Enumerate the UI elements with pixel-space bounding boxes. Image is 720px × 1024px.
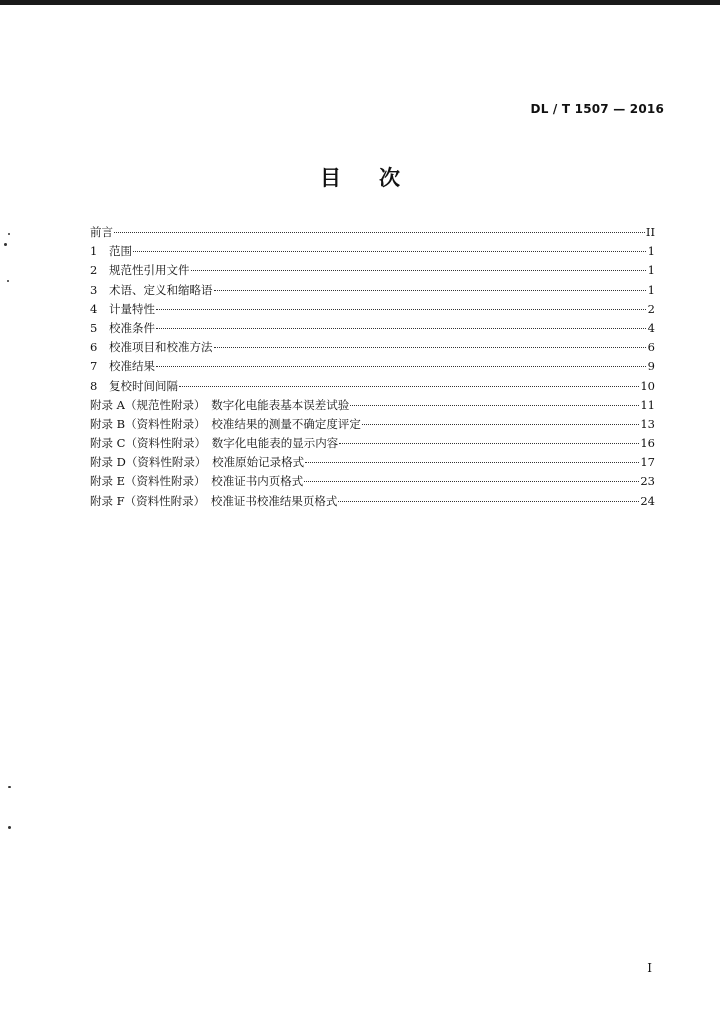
dot-leader — [156, 308, 646, 310]
dot-leader — [156, 327, 646, 329]
dot-leader — [156, 365, 646, 367]
toc-entry-2[interactable] — [90, 262, 655, 281]
toc-entry-label: 附录 B（资料性附录） 校准结果的测量不确定度评定 — [90, 416, 361, 431]
toc-entry-number: 5 — [90, 320, 98, 335]
toc-entry-label: 附录 A（规范性附录） 数字化电能表基本误差试验 — [90, 397, 350, 412]
toc-entry-number: 8 — [90, 378, 98, 393]
toc-entry-label: 校准结果 — [109, 359, 155, 374]
toc-entry-page: 13 — [640, 416, 655, 431]
toc-entry-appendix-b[interactable] — [90, 416, 655, 435]
scan-speck — [7, 280, 9, 282]
toc-entry-appendix-d[interactable] — [90, 454, 655, 473]
toc-entry-3[interactable] — [90, 282, 655, 301]
scan-speck — [8, 233, 10, 235]
dot-leader — [214, 346, 647, 348]
toc-entry-label: 附录 E（资料性附录） 校准证书内页格式 — [90, 474, 304, 489]
toc-entry-page: 9 — [647, 359, 655, 374]
scan-speck — [8, 786, 11, 788]
toc-entry-label: 前言 — [90, 225, 113, 239]
dot-leader — [133, 250, 646, 252]
toc-entry-number: 4 — [90, 301, 98, 316]
dot-leader — [304, 480, 639, 482]
dot-leader — [362, 423, 640, 425]
toc-entry-label: 复校时间间隔 — [109, 378, 178, 393]
toc-entry-foreword[interactable] — [90, 224, 655, 243]
document-code: DL / T 1507 — 2016 — [530, 102, 664, 116]
toc-entry-page: 6 — [647, 340, 655, 355]
toc-entry-page: 4 — [647, 320, 655, 335]
toc-entry-number: 7 — [90, 359, 98, 374]
dot-leader — [339, 442, 639, 444]
toc-entry-appendix-e[interactable] — [90, 473, 655, 492]
scan-top-edge — [0, 0, 720, 5]
toc-entry-label: 计量特性 — [109, 301, 155, 316]
toc-entry-number: 2 — [90, 263, 98, 278]
toc-entry-page: II — [645, 225, 655, 239]
toc-entry-number: 3 — [90, 282, 98, 297]
table-of-contents — [90, 224, 655, 512]
toc-title-part1: 目 — [320, 166, 341, 190]
toc-entry-number: 6 — [90, 340, 98, 355]
toc-entry-label: 附录 D（资料性附录） 校准原始记录格式 — [90, 455, 305, 470]
toc-entry-number: 1 — [90, 244, 98, 259]
dot-leader — [338, 500, 639, 502]
toc-entry-page: 16 — [640, 436, 655, 451]
toc-entry-label: 术语、定义和缩略语 — [109, 282, 213, 297]
dot-leader — [305, 461, 639, 463]
page-number: I — [647, 961, 652, 975]
toc-entry-5[interactable] — [90, 320, 655, 339]
toc-entry-8[interactable] — [90, 378, 655, 397]
toc-entry-label: 校准条件 — [109, 320, 155, 335]
dot-leader — [191, 269, 647, 271]
toc-entry-page: 17 — [640, 455, 655, 470]
toc-entry-page: 23 — [640, 474, 655, 489]
toc-entry-page: 2 — [647, 301, 655, 316]
toc-entry-6[interactable] — [90, 339, 655, 358]
dot-leader — [179, 385, 639, 387]
toc-entry-appendix-f[interactable] — [90, 493, 655, 512]
toc-entry-label: 附录 F（资料性附录） 校准证书校准结果页格式 — [90, 493, 338, 508]
scan-speck — [8, 826, 11, 829]
toc-entry-appendix-c[interactable] — [90, 435, 655, 454]
dot-leader — [114, 231, 645, 233]
toc-entry-page: 24 — [640, 493, 655, 508]
toc-entry-label: 附录 C（资料性附录） 数字化电能表的显示内容 — [90, 436, 339, 451]
toc-entry-page: 10 — [640, 378, 655, 393]
scan-speck — [4, 243, 7, 246]
toc-entry-label: 规范性引用文件 — [109, 263, 190, 278]
toc-entry-page: 11 — [640, 397, 655, 412]
dot-leader — [350, 404, 639, 406]
toc-entry-7[interactable] — [90, 358, 655, 377]
dot-leader — [214, 289, 647, 291]
toc-entry-1[interactable] — [90, 243, 655, 262]
toc-entry-label: 校准项目和校准方法 — [109, 340, 213, 355]
toc-entry-page: 1 — [647, 244, 655, 259]
toc-entry-label: 范围 — [109, 244, 132, 259]
toc-title-part2: 次 — [379, 166, 400, 190]
toc-entry-appendix-a[interactable] — [90, 397, 655, 416]
toc-title — [0, 162, 720, 192]
toc-entry-4[interactable] — [90, 301, 655, 320]
toc-entry-page: 1 — [647, 263, 655, 278]
toc-entry-page: 1 — [647, 282, 655, 297]
